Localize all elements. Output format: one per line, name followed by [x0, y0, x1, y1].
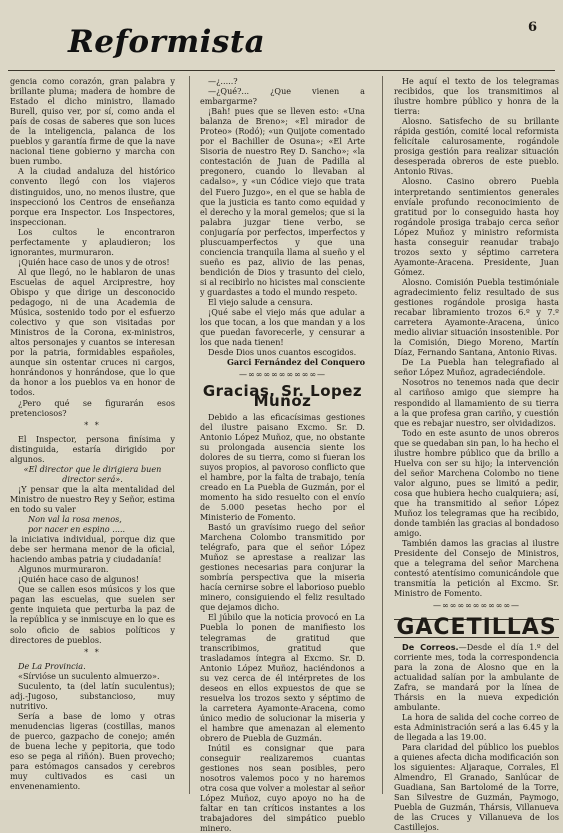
paragraph: Sería a base de lomo y otras menudencias ligeras (costillas, manos de puerco, gazpacho de conejo; amén de buena leche y pepitoria, que todo eso se pega al riñón). Buen provecho; para estómagos cansados y cerebros muy cultivados es casi un envenenamiento. — [10, 710, 175, 792]
article-title: Gracias, Sr. Lopez Muñoz — [202, 382, 363, 411]
paragraph: ¿Pero qué se figurarán esos pretenciosos? — [10, 397, 175, 418]
quote: «El director que le dirigiera buen director será». — [23, 463, 162, 484]
author-signature: Garci Fernández del Conquero — [227, 357, 365, 368]
section-separator: * * — [84, 420, 101, 430]
telegram: Alosno. Comisión Puebla testimóniale agradecimiento feliz resultado de sus gestiones rogándole prosiga hasta recabar libramiento trozos 6.º y 7.º carretera Ayamonte-Aracena, único medio aliviar situación insostenible. Por la Comisión, Diego Moreno, Martín Díaz, Fernando Santana, Antonio Rivas. — [394, 276, 559, 358]
paragraph: Al que llegó, no le hablaron de unas Escuelas de aquel Arciprestre, hoy Obispo y que dirige un desconocido pedagogo, ni de una Academia de Música, sostenido todo por el esfuerzo colectivo y que son visitadas por Ministros de la Corona, ex-ministros, altos personajes y cuantos se interesan por la patria, formidables españoles, aunque sin ostentar cruces ni cargos, honrándonos y honrándose, que lo que da honor a los pueblos va en honor de todos. — [10, 266, 175, 398]
ornamental-divider: —∞∞∞∞∞∞∞∞∞— — [239, 370, 326, 380]
paragraph: Todo en este asunto de unos obreros que se quedaban sin pan, lo ha hecho el ilustre hombre público que da brillo a Huelva con ser su hijo; la intervención del señor Marchena Colombo no tiene valor alguno, pues se limitó a pedir, cosa que hubiera hecho cualquiera; así, que ha transmitido al señor López Muñoz los telegramas que ha recibido, donde también las gracias al bondadoso amigo. — [394, 427, 559, 539]
paragraph: La hora de salida del coche correo de esta Administración será a las 6.45 y la de llegada a las 19.00. — [394, 711, 559, 742]
paragraph: Los cultos le encontraron perfectamente y aplaudieron; los ignorantes, murmuraron. — [10, 226, 175, 257]
paragraph: Debido a las eficacísimas gestiones del ilustre paisano Excmo. Sr. D. Antonio López Muñoz, que, no obstante su prolongada ausencia siente los dolores de su tierra, como si fueran los suyos propios, al pavoroso conflicto que el hambre, por la falta de trabajo, tenía creado en La Puebla de Guzmán, por el momento ha sido resuelto con el envío de 5.000 pesetas hecho por el Ministerio de Fomento. — [200, 411, 365, 522]
paragraph: Inútil es consignar que para conseguir realizaremos cuantas gestiones nos sean posibles, pero nosotros valemos poco y no haremos otra cosa que volver a molestar al señor López Muñoz, cuyo apoyo no ha de faltar en tan críticos instantes a los trabajadores del simpático pueblo minero. — [200, 743, 365, 833]
verse-line: por nacer en espino ..... — [28, 524, 126, 535]
ornamental-divider: —∞∞∞∞∞∞∞∞∞— — [433, 601, 520, 611]
paragraph: También damos las gracias al ilustre Presidente del Consejo de Ministros, que a telegrama del señor Marchena contestó atentísimo comunicándole que transmitía la petición al Excmo. Sr. Ministro de Fomento. — [394, 538, 559, 599]
paragraph: ¡Quién hace caso de algunos! — [18, 574, 139, 585]
paragraph: Algunos murmuraron. — [18, 564, 109, 575]
paragraph: El Inspector, persona finísima y distinguida, estaría dirigido por algunos. — [10, 433, 175, 464]
paragraph: Suculento, ta (del latín suculentus); adj.-Jugoso, substancioso, muy nutritivo. — [10, 680, 175, 711]
paragraph: Bastó un gravísimo ruego del señor Marchena Colombo transmitido por telégrafo, para que el señor López Muñoz se aprestase a realizar las gestiones necesarias para conjurar la sombría perspectiva que la miseria hacía cernirse sobre el laborioso pueblo minero, consiguiendo el feliz resultado que dejamos dicho. — [200, 522, 365, 613]
paragraph: —¿Qué?... ¿Que vienen a embargarme? — [200, 86, 365, 107]
paragraph: Nosotros no tenemos nada que decir al cariñoso amigo que siempre ha respondido al llamamiento de su tierra a la que profesa gran cariño, y cuestión que es rebajar nuestro, ser olvidadizos. — [394, 377, 559, 428]
section-separator: * * — [84, 647, 101, 657]
verse-line: Non val la rosa menos, — [28, 514, 122, 525]
paragraph: Que se callen esos músicos y los que pagan las escuelas, que suelen ser gente inquieta que perturba la paz de la república y se inmiscuye en lo que es solo oficio de sabios políticos y directores de pueblos. — [10, 584, 175, 645]
paragraph: la iniciativa individual, porque diz que debe ser hermana menor de la oficial, haciendo ambas patria y ciudadanía! — [10, 534, 175, 565]
column-divider — [189, 76, 190, 794]
paragraph: «Sírvióse un suculento almuerzo». — [18, 670, 160, 681]
column-3 — [394, 76, 559, 833]
paragraph: gencia como corazón, gran palabra y brillante pluma; madera de hombre de Estado el dicho ministro, llamado Burell, quiso ver, por sí, como anda el país de cosas de saberes que son luces de la inteligencia, palanca de los pueblos y garantía firme de que la nave nacional tiene gobierno y marcha con buen rumbo. — [10, 76, 175, 167]
paragraph: —¿.....? — [208, 76, 238, 86]
masthead — [58, 16, 266, 68]
paragraph: ¡Bah! pues que se lleven esto: «Una balanza de Breno»; «El mirador de Proteo» (Rodó); «un Quijote comentado por el Bachiller de Osuna»; «El Arte Sisoria de nuestro Rey D. Sancho»; «la contestación de Juan de Padilla al pregonero, cuando lo llevaban al cadalso», y «un Códice viejo que trata del Fuero Juzgo», en el que se habla de que la justicia es tanto como equidad y el derecho y la moral gemelos; que si la palabra juzgar tiene verbo, se conjugaría por perfectos, imperfectos y pluscuamperfectos y que una conciencia tranquila llama al sueño y el sueño es paz, alivio de las penas, bendición de Dios y trasunto del cielo, si al recibirlo no hicistes mal consciente y guardastes a todo el mundo respeto. — [200, 106, 365, 297]
column-1 — [10, 76, 175, 796]
paragraph: ¡Quién hace caso de unos y de otros! — [18, 256, 170, 267]
page-number: 6 — [528, 20, 538, 35]
paragraph: Para claridad del público los pueblos a quienes afecta dicha modificación son los siguientes: Aljaraque, Corrales, El Almendro, El Granado, Sanlúcar de Guadiana, San Bartolomé de la Torre, San Silvestre de Guzmán, Paymogo, Puebla de Guzmán, Thársis, Villanueva de las Cruces y Villanueva de los Castillejos. — [394, 742, 559, 833]
gacetilla-runin: De Correos. — [402, 641, 459, 652]
paragraph: ¡Qué sabe el viejo más que adular a los que tocan, a los que mandan y a los que puedan favorecerle, y censurar a los que nada tienen! — [200, 307, 365, 348]
paragraph: El viejo salude a censura. — [208, 297, 313, 308]
paragraph: A la ciudad andaluza del histórico convento llegó con los viajeros distinguidos, uno, no menos ilustre, que inspeccionó los Centros de enseñanza porque era Inspector. Los Inspectores, inspeccionan. — [10, 166, 175, 227]
source-heading: De La Provincia. — [18, 660, 86, 671]
paragraph: ¡Y pensar que la alta mentalidad del Ministro de nuestro Rey y Señor, estima en todo su valer — [10, 483, 175, 514]
gacetilla-item — [394, 642, 559, 712]
section-title-gacetillas: GACETILLAS — [394, 619, 559, 637]
telegram: Alosno. Casino obrero Puebla interpretando sentimientos generales envíale profundo reconocimiento de gratitud por lo conseguido hasta hoy rogándole prosiga trabajo cerca señor López Muñoz y ministro reformista hasta conseguir reanudar trabajo trozos sexto y séptimo carretera Ayamonte-Aracena. Presidente, Juan Gómez. — [394, 176, 559, 277]
column-2 — [200, 76, 365, 833]
paragraph: Desde Dios unos cuantos escogidos. — [208, 347, 357, 358]
gacetilla-text: —Desde el día 1.º del corriente mes, toda la correspondencia para la zona de Alosno que en la actualidad salían por la ambulante de Zafra, se mandará por la línea de Thársis en la nueva expedición ambulante. — [394, 641, 559, 712]
header-rule — [8, 70, 555, 71]
column-divider — [382, 76, 383, 794]
telegram: Alosno. Satisfecho de su brillante rápida gestión, comité local reformista felicítale calurosamente, rogándole prosiga gestión para realizar situación desesperada obreros de este pueblo. Antonio Rivas. — [394, 116, 559, 177]
masthead-title: Reformista — [68, 24, 266, 60]
paragraph: He aquí el texto de los telegramas recibidos, que los transmitimos al ilustre hombre público y honra de la tierra: — [394, 76, 559, 117]
paragraph: El júbilo que la noticia provocó en La Puebla lo ponen de manifiesto los telegramas de gratitud que transcribimos, gratitud que trasladamos íntegra al Excmo. Sr. D. Antonio López Muñoz, haciéndonos a su vez cerca de él intérpretes de los deseos en ellos expuestos de que se resuelva los trozos sexto y séptimo de la carretera Ayamonte-Aracena, como único medio de solucionar la miseria y el hambre que amenazan al elemento obrero de Puebla de Guzmán. — [200, 612, 365, 743]
paragraph: De La Puebla han telegrafiado al señor López Muñoz, agradeciéndole. — [394, 357, 559, 378]
